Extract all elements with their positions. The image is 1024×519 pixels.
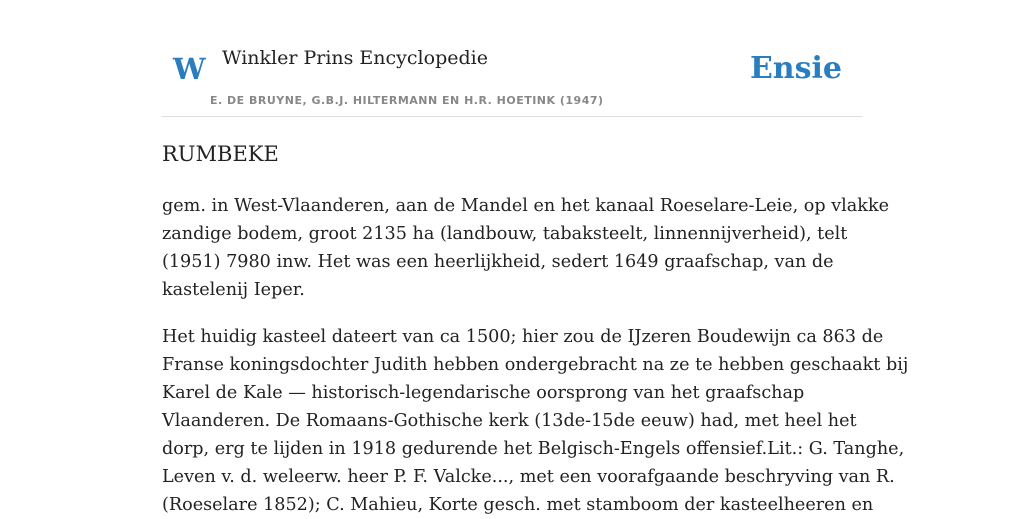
paragraph-line: (1951) 7980 inw. Het was een heerlijkheid, sedert 1649 graafschap, van de — [162, 252, 834, 272]
paragraph-line: Leven v. d. weleerw. heer P. F. Valcke..., met een voorafgaande beschryving van R. — [162, 467, 895, 487]
paragraph-line: (Roeselare 1852); C. Mahieu, Korte gesch. met stamboom der kasteelheeren en — [162, 495, 874, 515]
article-title: RUMBEKE — [162, 142, 279, 166]
article-paragraph-1 — [162, 192, 890, 304]
ensie-logo[interactable]: Ensie — [749, 51, 842, 86]
publication-logo[interactable]: W — [173, 52, 206, 86]
paragraph-line: Karel de Kale — historisch-legendarische oorsprong van het graafschap — [162, 383, 805, 403]
site-header — [162, 0, 862, 117]
publication-title[interactable]: Winkler Prins Encyclopedie — [222, 47, 488, 69]
paragraph-line: gem. in West-Vlaanderen, aan de Mandel en het kanaal Roeselare-Leie, op vlakke — [162, 196, 890, 216]
publication-authors: E. DE BRUYNE, G.B.J. HILTERMANN EN H.R. HOETINK (1947) — [210, 94, 604, 107]
paragraph-line: Franse koningsdochter Judith hebben ondergebracht na ze te hebben geschaakt bij — [162, 355, 909, 375]
paragraph-line: kastelenij Ieper. — [162, 280, 305, 300]
paragraph-line: Vlaanderen. De Romaans-Gothische kerk (13de-15de eeuw) had, met heel het — [162, 411, 857, 431]
article-paragraph-2 — [162, 323, 909, 519]
paragraph-line: zandige bodem, groot 2135 ha (landbouw, tabaksteelt, linnennijverheid), telt — [162, 224, 848, 244]
paragraph-line: Het huidig kasteel dateert van ca 1500; hier zou de IJzeren Boudewijn ca 863 de — [162, 327, 884, 347]
paragraph-line: dorp, erg te lijden in 1918 gedurende het Belgisch-Engels offensief.Lit.: G. Tanghe, — [162, 439, 905, 459]
